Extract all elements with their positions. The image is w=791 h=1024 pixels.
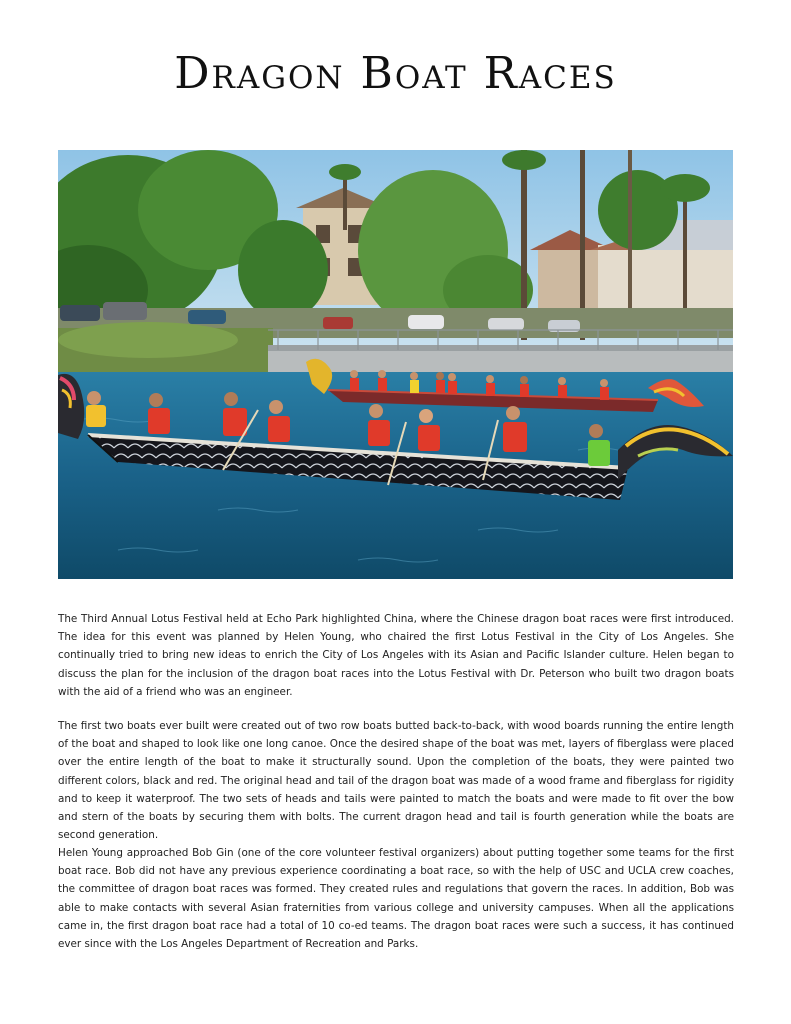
- dragon-boat-photo: [58, 150, 733, 579]
- page-title: Dragon Boat Races: [174, 48, 617, 99]
- article-paragraph: The first two boats ever built were created out of two row boats butted back-to-back, with wood boards running the entire length of the boat and shaped to look like one long canoe. Once the desired shape of the boat was met, layers of fiberglass were placed over the entire length of the boat to make it structurally sound. Upon the completion of the boats, they were painted two different colors, black and red. The original head and tail of the dragon boat was made of a wood frame and fiberglass for rigidity and to keep it waterproof. The two sets of heads and tails were painted to match the boats and were made to fit over the bow and stern of the boats by securing them with bolts. The current dragon head and tail is fourth generation while the boats are second generation.: [58, 720, 734, 842]
- article-paragraph: Helen Young approached Bob Gin (one of the core volunteer festival organizers) about putting together some teams for the first boat race. Bob did not have any previous experience coordinating a boat race, so with the help of USC and UCLA crew coaches, the committee of dragon boat races was formed. They created rules and regulations that govern the races. In addition, Bob was able to make contacts with several Asian fraternities from various college and university campuses. When all the applications came in, the first dragon boat race had a total of 10 co-ed teams. The dragon boat races were such a success, it has continued ever since with the Los Angeles Department of Recreation and Parks.: [58, 847, 734, 951]
- article-paragraph: The Third Annual Lotus Festival held at Echo Park highlighted China, where the Chinese dragon boat races were first introduced. The idea for this event was planned by Helen Young, who chaired the first Lotus Festival in the City of Los Angeles. She continually tried to bring new ideas to enrich the City of Los Angeles with its Asian and Pacific Islander culture. Helen began to discuss the plan for the inclusion of the dragon boat races into the Lotus Festival with Dr. Peterson who built two dragon boats with the aid of a friend who was an engineer.: [58, 613, 734, 698]
